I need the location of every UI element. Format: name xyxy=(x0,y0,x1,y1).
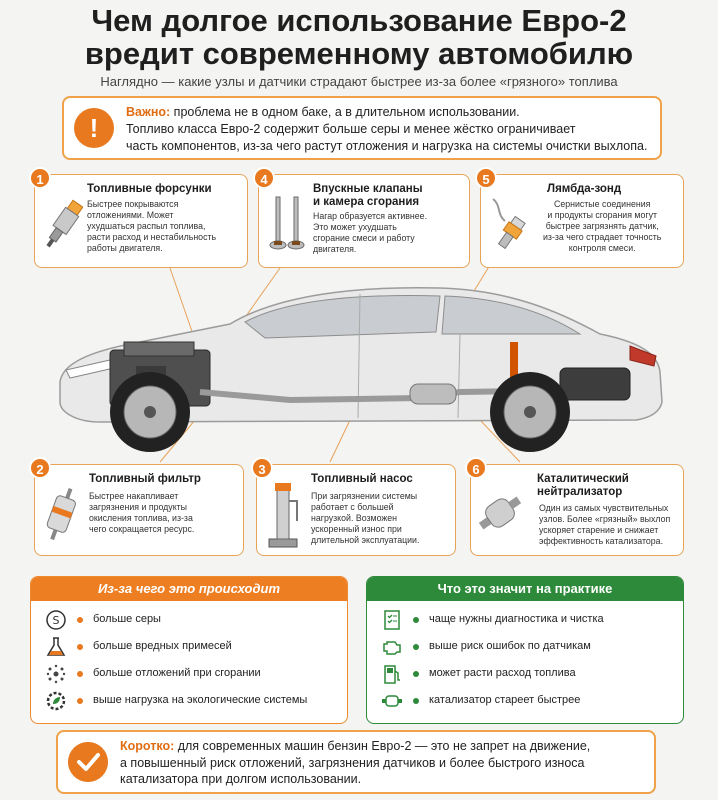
card-line: чего сокращается ресурс. xyxy=(89,524,195,534)
practice-text: выше риск ошибок по датчикам xyxy=(429,640,591,652)
card-title-line: Впускные клапаны xyxy=(313,183,423,195)
card-line: ухудшаться распыл топлива, xyxy=(87,221,206,231)
cause-text: больше вредных примесей xyxy=(93,640,232,652)
card-line: При загрязнении системы xyxy=(311,491,418,501)
card-line: работает с большей xyxy=(311,502,394,512)
list-item xyxy=(367,690,683,712)
catalyst-icon xyxy=(381,690,403,712)
card-title xyxy=(537,473,629,499)
card-line: двигателя. xyxy=(313,244,357,254)
title-line-2: вредит современному автомобилю xyxy=(84,36,634,71)
important-line-3: часть компонентов, из-за чего растут отложения и нагрузка на системы очистки выхлопа. xyxy=(126,139,648,153)
card-number: 2 xyxy=(29,457,51,479)
card-line: Один из самых чувствительных xyxy=(539,503,669,513)
bullet xyxy=(77,698,83,704)
card-line: окисления топлива, из-за xyxy=(89,513,193,523)
card-line: расти расход и нестабильность xyxy=(87,232,217,242)
card-number: 1 xyxy=(29,167,51,189)
important-lead: Важно: xyxy=(126,105,171,119)
list-item xyxy=(31,663,347,685)
card-description xyxy=(87,199,216,254)
card-line: нагрузкой. Возможен xyxy=(311,513,397,523)
exclamation-icon: ! xyxy=(74,108,114,148)
important-line-1: проблема не в одном баке, а в длительном использовании. xyxy=(170,105,520,119)
card-number: 4 xyxy=(253,167,275,189)
card-title: Топливные форсунки xyxy=(87,183,212,195)
summary-lead: Коротко: xyxy=(120,739,175,753)
list-item xyxy=(367,636,683,658)
bullet xyxy=(413,698,419,704)
lambda-sensor-icon xyxy=(487,195,531,255)
bullet xyxy=(77,617,83,623)
card-line: и продукты сгорания могут xyxy=(547,210,657,220)
fuel-filter-icon xyxy=(41,485,81,545)
card-line: из-за чего страдает точность xyxy=(543,232,662,242)
fuel-pump-icon xyxy=(381,663,403,685)
practice-text: чаще нужны диагностика и чистка xyxy=(429,613,604,625)
list-item xyxy=(31,636,347,658)
card-title-line: и камера сгорания xyxy=(313,196,420,208)
bullet xyxy=(413,644,419,650)
eco-gear-icon xyxy=(45,690,67,712)
card-number: 3 xyxy=(251,457,273,479)
practice-text: катализатор стареет быстрее xyxy=(429,694,581,706)
list-item xyxy=(31,609,347,631)
card-line: быстрее загрязнять датчик, xyxy=(545,221,659,231)
card-description xyxy=(539,503,670,547)
card-title-line: Каталитический xyxy=(537,473,629,485)
card-description xyxy=(89,491,194,535)
title-line-1: Чем долгое использование Евро-2 xyxy=(91,3,627,38)
card-line: сгорание смеси и работу xyxy=(313,233,415,243)
causes-panel xyxy=(30,576,348,724)
card-line: длительной эксплуатации. xyxy=(311,535,420,545)
card-lambda-sensor xyxy=(480,174,684,268)
card-line: Быстрее покрываются xyxy=(87,199,179,209)
cause-text: больше серы xyxy=(93,613,161,625)
card-title-line: нейтрализатор xyxy=(537,486,623,498)
list-item xyxy=(31,690,347,712)
practice-panel xyxy=(366,576,684,724)
card-description xyxy=(311,491,419,546)
summary-line-1: для современных машин бензин Евро-2 — это не запрет на движение, xyxy=(174,739,591,753)
svg-text:S: S xyxy=(52,614,60,627)
flask-icon xyxy=(45,636,67,658)
card-fuel-injectors xyxy=(34,174,248,268)
card-catalytic-converter xyxy=(470,464,684,556)
check-icon xyxy=(68,742,108,782)
fuel-pump-part-icon xyxy=(263,481,303,551)
card-fuel-pump xyxy=(256,464,456,556)
causes-title: Из-за чего это происходит xyxy=(31,577,347,601)
valves-icon xyxy=(267,195,307,255)
list-item xyxy=(367,609,683,631)
card-line: работы двигателя. xyxy=(87,243,163,253)
catalytic-converter-icon xyxy=(475,483,525,543)
card-line: эффективность катализатора. xyxy=(539,536,664,546)
card-title xyxy=(313,183,423,209)
practice-title: Что это значит на практике xyxy=(367,577,683,601)
summary-line-2: а повышенный риск отложений, загрязнения датчиков и более быстрого износа xyxy=(120,755,585,770)
card-line: Нагар образуется активнее. xyxy=(313,211,428,221)
page-subtitle: Наглядно — какие узлы и датчики страдают быстрее из-за более «грязного» топлива xyxy=(100,74,618,89)
bullet xyxy=(413,671,419,677)
cause-text: выше нагрузка на экологические системы xyxy=(93,694,308,706)
injector-icon xyxy=(43,197,83,253)
sulfur-icon xyxy=(45,609,67,631)
particles-icon xyxy=(45,663,67,685)
card-number: 6 xyxy=(465,457,487,479)
summary-line-3: катализатора при долгом использовании. xyxy=(120,772,362,786)
summary-note xyxy=(56,730,656,794)
practice-text: может расти расход топлива xyxy=(429,667,576,679)
car-cutaway-illustration xyxy=(40,272,680,462)
card-line: узлов. Более «грязный» выхлоп xyxy=(539,514,671,524)
important-line-2: Топливо класса Евро-2 содержит больше серы и менее жёстко ограничивает xyxy=(126,122,576,136)
bullet xyxy=(413,617,419,623)
card-line: ускоренный износ при xyxy=(311,524,402,534)
bullet xyxy=(77,644,83,650)
card-line: Сернистые соединения xyxy=(553,199,651,209)
bullet xyxy=(77,671,83,677)
card-line: Быстрее накапливает xyxy=(89,491,179,501)
card-description xyxy=(543,199,661,254)
card-line: загрязнения и продукты xyxy=(89,502,187,512)
card-line: ускоряет старение и снижает xyxy=(539,525,659,535)
cause-text: больше отложений при сгорании xyxy=(93,667,261,679)
card-intake-valves xyxy=(258,174,470,268)
checklist-icon xyxy=(381,609,403,631)
card-description xyxy=(313,211,427,255)
card-line: контроля смеси. xyxy=(568,243,636,253)
card-fuel-filter xyxy=(34,464,244,556)
card-title: Топливный фильтр xyxy=(89,473,201,485)
engine-warning-icon xyxy=(381,636,403,658)
card-line: Это может ухудшать xyxy=(313,222,397,232)
card-title: Топливный насос xyxy=(311,473,413,485)
list-item xyxy=(367,663,683,685)
card-line: отложениями. Может xyxy=(87,210,174,220)
card-number: 5 xyxy=(475,167,497,189)
card-title: Лямбда-зонд xyxy=(547,183,622,195)
